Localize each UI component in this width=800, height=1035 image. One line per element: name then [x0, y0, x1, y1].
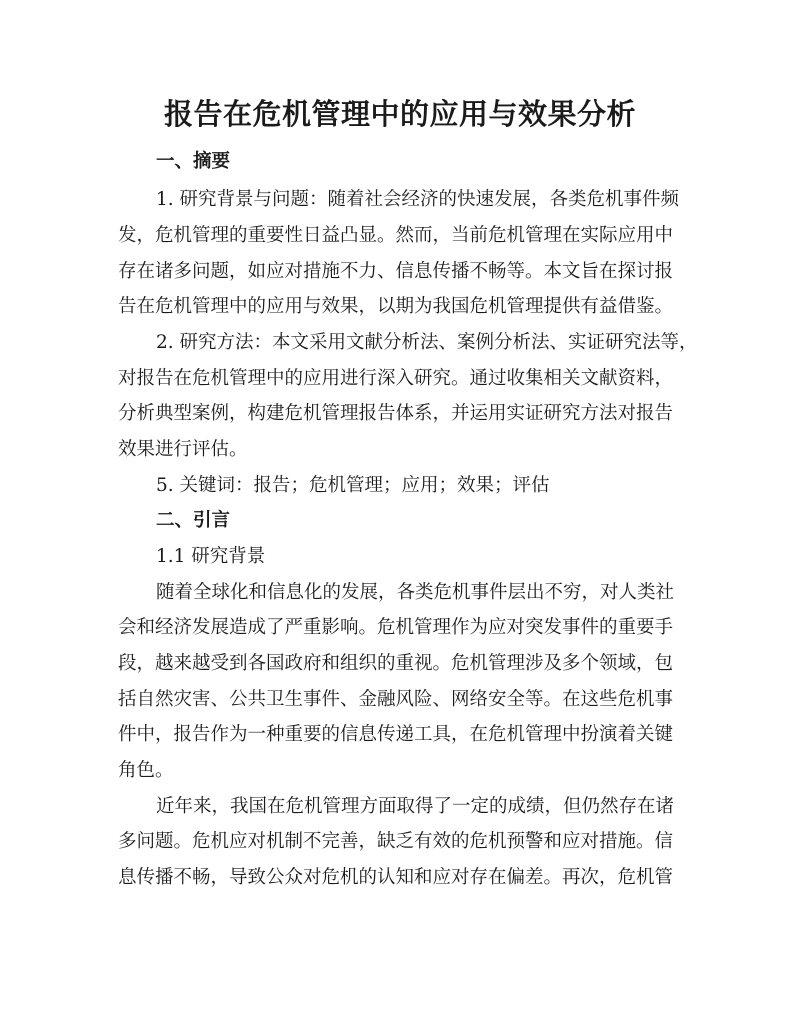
- keywords-line: 5. 关键词：报告；危机管理；应用；效果；评估: [156, 475, 550, 496]
- paragraph-line: 会和经济发展造成了严重影响。危机管理作为应对突发事件的重要手: [118, 617, 674, 638]
- section-heading-abstract: 一、摘要: [156, 151, 231, 172]
- paragraph-line: 角色。: [118, 760, 174, 781]
- paragraph-line: 告在危机管理中的应用与效果，以期为我国危机管理提供有益借鉴。: [118, 296, 674, 317]
- paragraph-line: 息传播不畅，导致公众对危机的认知和应对存在偏差。再次，危机管: [118, 867, 674, 888]
- paragraph-line: 1. 研究背景与问题：随着社会经济的快速发展，各类危机事件频: [156, 189, 680, 210]
- paragraph-line: 效果进行评估。: [118, 439, 248, 460]
- paragraph-line: 多问题。危机应对机制不完善，缺乏有效的危机预警和应对措施。信: [118, 831, 674, 852]
- paragraph-line: 近年来，我国在危机管理方面取得了一定的成绩，但仍然存在诸: [156, 796, 675, 817]
- paragraph-line: 发，危机管理的重要性日益凸显。然而，当前危机管理在实际应用中: [118, 225, 674, 246]
- paragraph-line: 段，越来越受到各国政府和组织的重视。危机管理涉及多个领域，包: [118, 653, 674, 674]
- paragraph-line: 随着全球化和信息化的发展，各类危机事件层出不穷，对人类社: [156, 582, 675, 603]
- document-title: 报告在危机管理中的应用与效果分析: [163, 97, 636, 131]
- paragraph-line: 存在诸多问题，如应对措施不力、信息传播不畅等。本文旨在探讨报: [118, 261, 674, 282]
- paragraph-line: 分析典型案例，构建危机管理报告体系，并运用实证研究方法对报告: [118, 403, 674, 424]
- subsection-heading: 1.1 研究背景: [156, 546, 266, 567]
- paragraph-line: 对报告在危机管理中的应用进行深入研究。通过收集相关文献资料，: [118, 368, 674, 389]
- section-heading-introduction: 二、引言: [156, 510, 231, 531]
- paragraph-line: 2. 研究方法：本文采用文献分析法、案例分析法、实证研究法等，: [156, 332, 698, 353]
- paragraph-line: 括自然灾害、公共卫生事件、金融风险、网络安全等。在这些危机事: [118, 689, 674, 710]
- paragraph-line: 件中，报告作为一种重要的信息传递工具，在危机管理中扮演着关键: [118, 724, 674, 745]
